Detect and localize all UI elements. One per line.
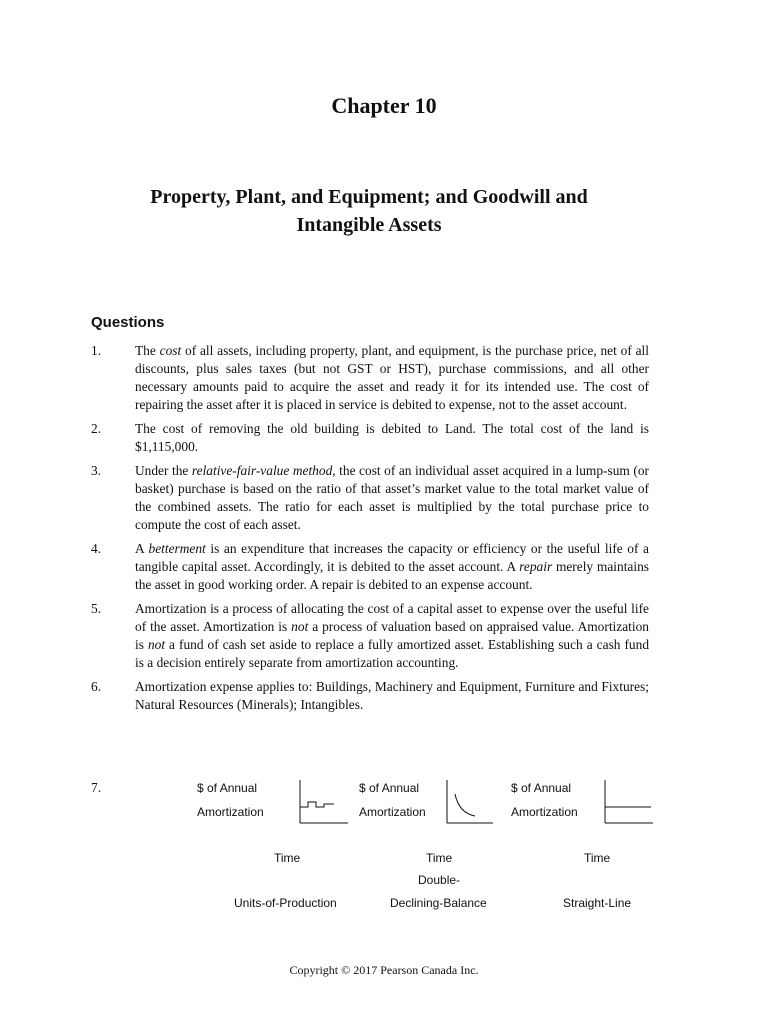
title-line-2: Intangible Assets bbox=[296, 214, 442, 236]
graph3-method-label: Straight-Line bbox=[563, 896, 632, 910]
question-item bbox=[91, 342, 649, 414]
question-text: The cost of all assets, including property, plant, and equipment, is the purchase price, net of all discounts, plus sales taxes (but not GST or HST), purchase commissions, and all other necessary amounts paid to acquire the asset and ready it for its intended use. The cost of repairing the asset after it is placed in service is debited to expense, not to the asset account. bbox=[135, 343, 649, 412]
straight-line-graph bbox=[603, 780, 653, 826]
question-item bbox=[91, 420, 649, 456]
graph3-xlabel: Time bbox=[584, 851, 611, 865]
copyright-footer: Copyright © 2017 Pearson Canada Inc. bbox=[289, 963, 479, 977]
question-number: 4. bbox=[91, 541, 102, 556]
question-item bbox=[91, 678, 649, 714]
graph2-ylabel-line1: $ of Annual bbox=[359, 781, 420, 795]
graph3-ylabel-line1: $ of Annual bbox=[511, 781, 572, 795]
question-number: 1. bbox=[91, 343, 102, 358]
question-text: The cost of removing the old building is debited to Land. The total cost of the land is $1,115,000. bbox=[135, 421, 649, 454]
question-number-7: 7. bbox=[91, 780, 102, 795]
graph1-method-label: Units-of-Production bbox=[234, 896, 337, 910]
graph2-method-label-line1: Double- bbox=[418, 873, 461, 887]
graph2-xlabel: Time bbox=[426, 851, 453, 865]
question-item bbox=[91, 540, 649, 594]
units-of-production-graph bbox=[298, 780, 348, 826]
question-text: Amortization is a process of allocating the cost of a capital asset to expense over the useful life of the asset. Amortization is not a process of valuation based on appraised value. Amortization is not a fund of cash set aside to replace a fully amortized asset. Establishing such a cash fund is a decision entirely separate from amortization accounting. bbox=[135, 601, 650, 670]
graph2-ylabel-line2: Amortization bbox=[359, 805, 426, 819]
question-text: Amortization expense applies to: Buildings, Machinery and Equipment, Furniture and Fixtures; Natural Resources (Minerals); Intangibles. bbox=[135, 679, 649, 712]
questions-list bbox=[91, 342, 649, 720]
graph3-ylabel-line2: Amortization bbox=[511, 805, 578, 819]
question-number: 5. bbox=[91, 601, 102, 616]
graph1-ylabel-line1: $ of Annual bbox=[197, 781, 258, 795]
chapter-heading: Chapter 10 bbox=[331, 93, 437, 118]
chapter-title bbox=[100, 183, 638, 239]
question-number: 2. bbox=[91, 421, 102, 436]
graph1-curve bbox=[300, 802, 334, 807]
double-declining-balance-graph bbox=[445, 780, 493, 826]
question-number: 3. bbox=[91, 463, 102, 478]
question-item bbox=[91, 600, 649, 672]
title-line-1: Property, Plant, and Equipment; and Goodwill and bbox=[150, 186, 588, 208]
question-number: 6. bbox=[91, 679, 102, 694]
graph2-curve bbox=[455, 794, 475, 816]
question-item bbox=[91, 462, 649, 534]
graph2-method-label-line2: Declining-Balance bbox=[390, 896, 487, 910]
question-text: A betterment is an expenditure that increases the capacity or efficiency or the useful life of a tangible capital asset. Accordingly, it is debited to the asset account. A repair merely maintains the asset in good working order. A repair is debited to an expense account. bbox=[135, 541, 649, 592]
graph1-xlabel: Time bbox=[274, 851, 301, 865]
graph1-ylabel-line2: Amortization bbox=[197, 805, 264, 819]
questions-heading: Questions bbox=[91, 314, 165, 331]
question-text: Under the relative-fair-value method, the cost of an individual asset acquired in a lump-sum (or basket) purchase is based on the ratio of that asset’s market value to the total market value of the combined assets. The ratio for each asset is multiplied by the total purchase price to compute the cost of each asset. bbox=[135, 463, 649, 532]
